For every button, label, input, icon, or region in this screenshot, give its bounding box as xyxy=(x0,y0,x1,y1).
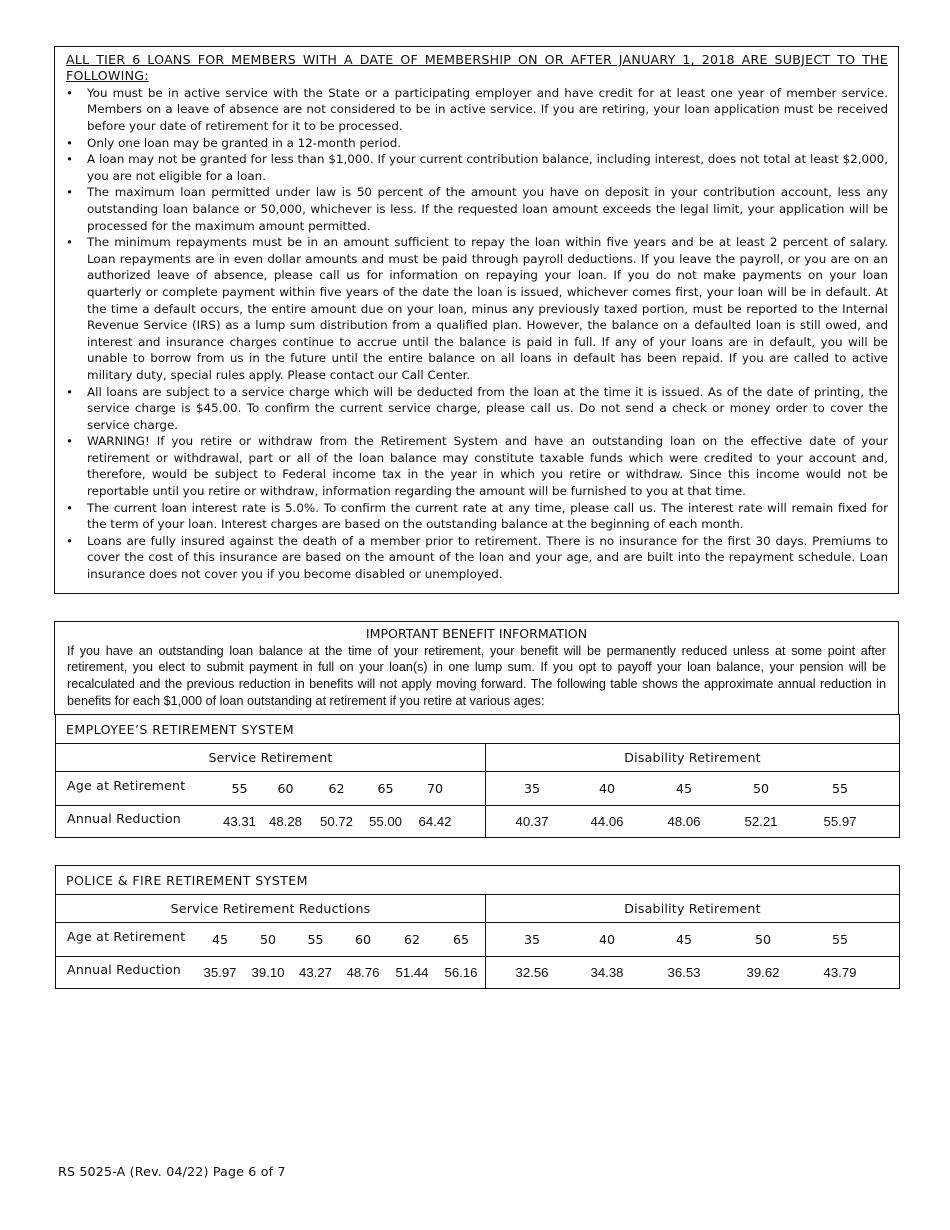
annual-reduction-label: Annual Reduction xyxy=(67,811,181,826)
rule-text: The minimum repayments must be in an amount sufficient to repay the loan within five years and be at least 2 percent of salary. Loan repayments are in even dollar amounts and must be paid through payroll deductions. If you leave the payroll, or you are on an authorized leave of absence, please call us for information on repaying your loan. If you do not make payments on your loan quarterly or complete payment within five years of the date the loan is issued, whichever comes first, your loan will be in default. At the time a default occurs, the entire amount due on your loan, minus any previously taxed portion, must be reported to the Internal Revenue Service (IRS) as a lump sum distribution from a qualified plan. However, the balance on a defaulted loan is still owed, and interest and insurance charges continue to accrue until the balance is paid in full. If any of your loans are in default, you will be unable to borrow from us in the future until the entire balance on all loans in default has been repaid. If you are called to active military duty, special rules apply. Please contact our Call Center. xyxy=(87,235,888,382)
age-value: 50 xyxy=(752,781,770,796)
age-value: 40 xyxy=(598,781,616,796)
bullet-icon: • xyxy=(66,500,74,515)
rule-item xyxy=(66,533,888,583)
reduction-value: 34.38 xyxy=(590,965,624,980)
reduction-value: 64.42 xyxy=(418,814,452,829)
rules-heading: ALL TIER 6 LOANS FOR MEMBERS WITH A DATE OF MEMBERSHIP ON OR AFTER JANUARY 1, 2018 ARE SUBJECT TO THE FOLLOWING: xyxy=(66,52,888,84)
pfrs-disability-header: Disability Retirement xyxy=(486,895,900,923)
age-value: 45 xyxy=(675,932,693,947)
ers-system-name: EMPLOYEE’S RETIREMENT SYSTEM xyxy=(56,715,900,744)
reduction-value: 56.16 xyxy=(444,965,478,980)
reduction-value: 40.37 xyxy=(515,814,549,829)
benefit-text: If you have an outstanding loan balance at the time of your retirement, your benefit will be permanently reduced unless at some point after retirement, you elect to submit payment in full on your loan(s) in one lump sum. If you opt to payoff your loan balance, your pension will be recalculated and the previous reduction in benefits will not apply moving forward. The following table shows the approximate annual reduction in benefits for each $1,000 of loan outstanding at retirement if you retire at various ages: xyxy=(67,643,886,708)
pfrs-service-header: Service Retirement Reductions xyxy=(56,895,486,923)
rule-item xyxy=(66,234,888,383)
age-value: 62 xyxy=(328,781,345,796)
reduction-value: 35.97 xyxy=(203,965,237,980)
bullet-icon: • xyxy=(66,533,74,548)
age-value: 50 xyxy=(754,932,772,947)
age-value: 62 xyxy=(403,932,421,947)
age-at-retirement-label: Age at Retirement xyxy=(67,929,186,944)
ers-disability-reductions-cell xyxy=(486,806,900,838)
reduction-value: 52.21 xyxy=(744,814,778,829)
rule-text: The maximum loan permitted under law is 50 percent of the amount you have on deposit in your contribution account, less any outstanding loan balance or 50,000, whichever is less. If the requested loan amount exceeds the legal limit, your application will be processed for the maximum amount permitted. xyxy=(87,185,888,233)
reduction-value: 39.62 xyxy=(746,965,780,980)
age-at-retirement-label: Age at Retirement xyxy=(67,778,186,793)
rule-text: Loans are fully insured against the death of a member prior to retirement. There is no insurance for the first 30 days. Premiums to cover the cost of this insurance are based on the amount of the loan and your age, and are built into the repayment schedule. Loan insurance does not cover you if you become disabled or unemployed. xyxy=(87,533,888,582)
age-value: 50 xyxy=(259,932,277,947)
age-value: 55 xyxy=(231,781,248,796)
rule-item xyxy=(66,135,888,152)
tier6-loan-rules-box xyxy=(54,46,899,594)
bullet-icon: • xyxy=(66,85,74,100)
pfrs-system-name: POLICE & FIRE RETIREMENT SYSTEM xyxy=(56,866,900,895)
bullet-icon: • xyxy=(66,434,74,449)
rule-item xyxy=(66,85,888,135)
reduction-value: 48.06 xyxy=(667,814,701,829)
reduction-value: 55.97 xyxy=(823,814,857,829)
reduction-value: 44.06 xyxy=(590,814,624,829)
rule-text: The current loan interest rate is 5.0%. To confirm the current rate at any time, please call us. The interest rate will remain fixed for the term of your loan. Interest charges are based on the outstanding balance at the beginning of each month. xyxy=(87,500,888,532)
rule-item xyxy=(66,151,888,184)
rule-item xyxy=(66,433,888,499)
age-value: 45 xyxy=(211,932,229,947)
reduction-value: 36.53 xyxy=(667,965,701,980)
bullet-icon: • xyxy=(66,384,74,399)
reduction-value: 48.76 xyxy=(346,965,380,980)
reduction-value: 48.28 xyxy=(268,814,302,829)
reduction-value: 55.00 xyxy=(368,814,402,829)
pfrs-disability-reductions-cell xyxy=(486,957,900,989)
age-value: 55 xyxy=(831,932,849,947)
annual-reduction-label: Annual Reduction xyxy=(67,962,181,977)
ers-disability-ages-cell xyxy=(486,772,900,806)
ers-service-header: Service Retirement xyxy=(56,744,486,772)
reduction-value: 43.27 xyxy=(298,965,332,980)
form-footer: RS 5025-A (Rev. 04/22) Page 6 of 7 xyxy=(58,1164,286,1179)
ers-disability-header: Disability Retirement xyxy=(486,744,900,772)
ers-service-ages-cell xyxy=(56,772,486,806)
rule-text: Only one loan may be granted in a 12-month period. xyxy=(87,135,402,150)
bullet-icon: • xyxy=(66,135,74,150)
age-value: 60 xyxy=(277,781,294,796)
pfrs-table xyxy=(55,865,900,989)
age-value: 35 xyxy=(523,932,541,947)
rule-text: A loan may not be granted for less than $1,000. If your current contribution balance, including interest, does not total at least $2,000, you are not eligible for a loan. xyxy=(87,152,888,183)
age-value: 65 xyxy=(452,932,470,947)
rule-text: You must be in active service with the State or a participating employer and have credit for at least one year of member service. Members on a leave of absence are not considered to be in active service. If you are retiring, your loan application must be received before your date of retirement for it to be processed. xyxy=(87,85,888,133)
ers-service-reductions-cell xyxy=(56,806,486,838)
pfrs-service-reductions-cell xyxy=(56,957,486,989)
age-value: 60 xyxy=(354,932,372,947)
age-value: 65 xyxy=(377,781,394,796)
reduction-value: 32.56 xyxy=(515,965,549,980)
bullet-icon: • xyxy=(66,235,74,250)
rule-text: All loans are subject to a service charge which will be deducted from the loan at the time it is issued. As of the date of printing, the service charge is $45.00. To confirm the current service charge, please call us. Do not send a check or money order to cover the service charge. xyxy=(87,384,888,432)
bullet-icon: • xyxy=(66,152,74,167)
bullet-icon: • xyxy=(66,185,74,200)
age-value: 40 xyxy=(598,932,616,947)
rule-item xyxy=(66,500,888,533)
reduction-value: 39.10 xyxy=(251,965,285,980)
age-value: 45 xyxy=(675,781,693,796)
reduction-value: 51.44 xyxy=(395,965,429,980)
age-value: 35 xyxy=(523,781,541,796)
rule-text: WARNING! If you retire or withdraw from the Retirement System and have an outstanding loan on the effective date of your retirement or withdrawal, part or all of the loan balance may constitute taxable funds which were credited to your account and, therefore, would be subject to Federal income tax in the year in which you retire or withdraw. Since this income would not be reportable until you retire or withdraw, information regarding the amount will be furnished to you at that time. xyxy=(87,434,888,499)
ers-table xyxy=(55,714,900,838)
pfrs-disability-ages-cell xyxy=(486,923,900,957)
rule-item xyxy=(66,184,888,234)
age-value: 70 xyxy=(426,781,444,796)
reduction-value: 43.79 xyxy=(823,965,857,980)
age-value: 55 xyxy=(831,781,849,796)
benefit-title: IMPORTANT BENEFIT INFORMATION xyxy=(365,626,588,641)
reduction-value: 50.72 xyxy=(319,814,353,829)
reduction-value: 43.31 xyxy=(222,814,256,829)
benefit-info-box xyxy=(54,621,899,715)
pfrs-service-ages-cell xyxy=(56,923,486,957)
rule-item xyxy=(66,384,888,434)
age-value: 55 xyxy=(307,932,324,947)
rules-list xyxy=(66,85,888,583)
